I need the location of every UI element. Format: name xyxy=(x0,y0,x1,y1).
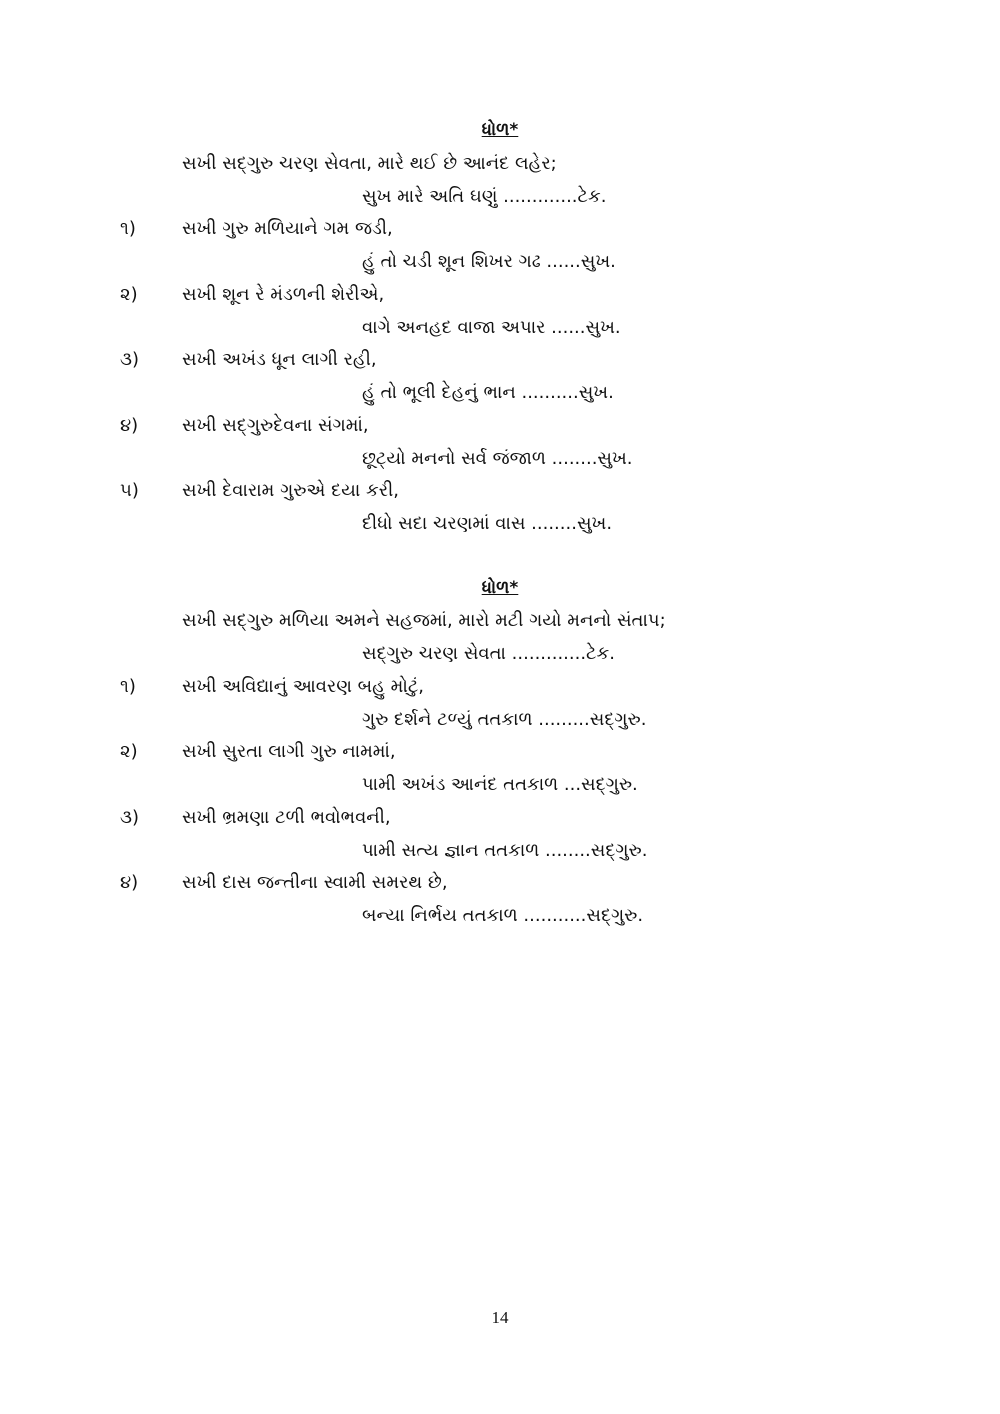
song1-stanza-2-line2: વાગે અનહદ વાજા અપાર ......સુખ. xyxy=(362,317,621,338)
song1-stanza-4-line1: સખી સદ્‌ગુરુદેવના સંગમાં, xyxy=(182,415,369,436)
song2-stanza-4-line2: બન્યા નિર્ભય તતકાળ ...........સદ્‌ગુરુ. xyxy=(362,905,644,926)
song2-stanza-2-line2: પામી અખંડ આનંદ તતકાળ ...સદ્‌ગુરુ. xyxy=(362,774,638,795)
song1-stanza-3-line2: હું તો ભૂલી દેહનું ભાન ..........સુખ. xyxy=(362,382,614,403)
song1-stanza-2-line1: સખી શૂન રે મંડળની શેરીએ, xyxy=(182,284,385,305)
song2-opening-line: સખી સદ્‌ગુરુ મળિયા અમને સહજમાં, મારો મટી ગયો મનનો સંતાપ; xyxy=(182,610,666,631)
song2-stanza-3-line1: સખી ભ્રમણા ટળી ભવોભવની, xyxy=(182,807,391,828)
song1-stanza-3-line1: સખી અખંડ ધૂન લાગી રહી, xyxy=(182,349,377,370)
song1-stanza-2-number: ૨) xyxy=(120,284,138,305)
song1-opening-line: સખી સદ્‌ગુરુ ચરણ સેવતા, મારે થઈ છે આનંદ લહેર; xyxy=(182,153,557,174)
song1-stanza-1-line1: સખી ગુરુ મળિયાને ગમ જડી, xyxy=(182,218,393,239)
song2-stanza-1-number: ૧) xyxy=(120,676,136,697)
song2-stanza-2-number: ૨) xyxy=(120,741,138,762)
song2-stanza-2-line1: સખી સુરતા લાગી ગુરુ નામમાં, xyxy=(182,741,396,762)
song1-opening-refrain: સુખ મારે અતિ ઘણું .............ટેક. xyxy=(362,186,607,207)
song1-stanza-5-number: ૫) xyxy=(120,480,139,501)
song2-opening-refrain: સદ્‌ગુરુ ચરણ સેવતા .............ટેક. xyxy=(362,643,615,664)
song1-stanza-4-number: ૪) xyxy=(120,415,139,436)
song1-stanza-5-line2: દીધો સદા ચરણમાં વાસ ........સુખ. xyxy=(362,513,613,534)
song2-stanza-4-line1: સખી દાસ જન્તીના સ્વામી સમરથ છે, xyxy=(182,872,448,893)
song1-stanza-4-line2: છૂટ્યો મનનો સર્વ જંજાળ ........સુખ. xyxy=(362,448,633,469)
song1-stanza-1-number: ૧) xyxy=(120,218,136,239)
song2-stanza-1-line1: સખી અવિદ્યાનું આવરણ બહુ મોટું, xyxy=(182,676,425,697)
song2-stanza-3-line2: પામી સત્ય જ્ઞાન તતકાળ ........સદ્‌ગુરુ. xyxy=(362,840,648,861)
song2-title: ધોળ* xyxy=(481,578,519,598)
song2-stanza-1-line2: ગુરુ દર્શને ટળ્યું તતકાળ .........સદ્‌ગુરુ. xyxy=(362,709,647,730)
song1-stanza-1-line2: હું તો ચડી શૂન શિખર ગઢ ......સુખ. xyxy=(362,251,616,272)
song2-stanza-3-number: ૩) xyxy=(120,807,140,828)
page-number: 14 xyxy=(491,1308,509,1327)
song1-stanza-5-line1: સખી દેવારામ ગુરુએ દયા કરી, xyxy=(182,480,399,501)
song1-title: ધોળ* xyxy=(481,120,519,140)
song2-stanza-4-number: ૪) xyxy=(120,872,139,893)
song1-stanza-3-number: ૩) xyxy=(120,349,140,370)
